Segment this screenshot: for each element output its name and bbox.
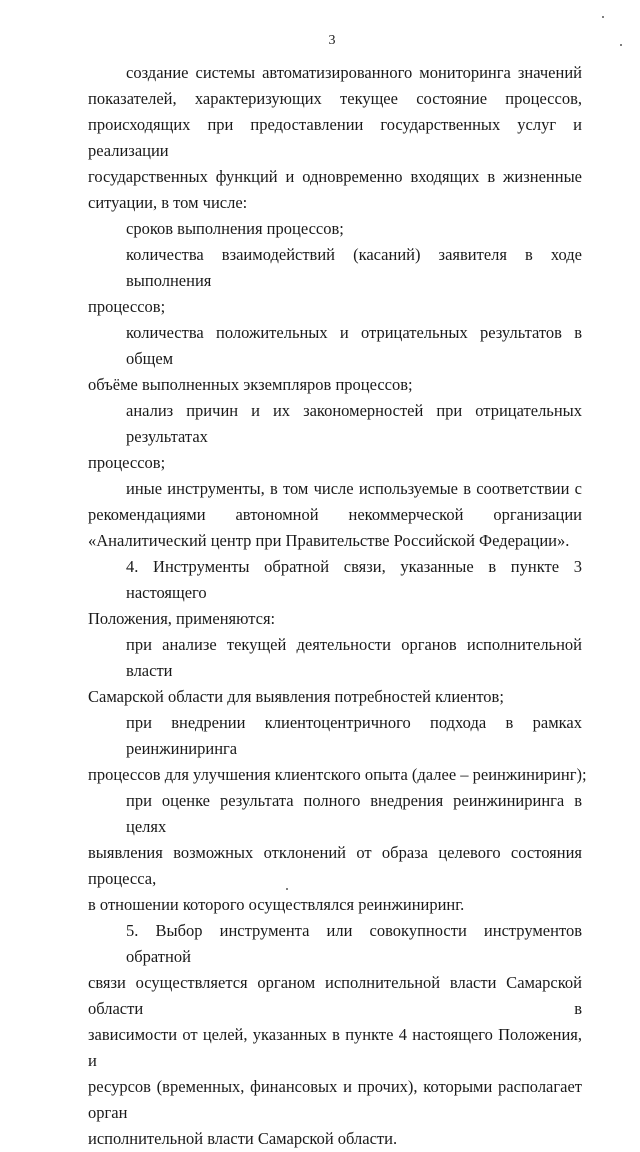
scan-speck — [620, 44, 622, 46]
text-line: процессов для улучшения клиентского опыта (далее – реинжиниринг); — [88, 765, 587, 784]
scan-speck — [286, 888, 288, 890]
text-line: Самарской области для выявления потребностей клиентов; — [88, 687, 504, 706]
text-line: количества взаимодействий (касаний) заявителя в ходе выполнения — [126, 245, 582, 290]
text-line: анализ причин и их закономерностей при отрицательных результатах — [126, 401, 582, 446]
text-line: государственных функций и одновременно входящих в жизненные — [88, 167, 582, 186]
text-line: связи осуществляется органом исполнительной власти Самарской области в — [88, 973, 582, 1018]
text-line: процессов; — [88, 297, 166, 316]
text-line: 4. Инструменты обратной связи, указанные в пункте 3 настоящего — [126, 557, 582, 602]
text-line: объёме выполненных экземпляров процессов; — [88, 375, 413, 394]
text-line: происходящих при предоставлении государственных услуг и реализации — [88, 115, 582, 160]
text-line: при внедрении клиентоцентричного подхода в рамках реинжиниринга — [126, 713, 582, 758]
text-line: Положения, применяются: — [88, 609, 276, 628]
page-number: 3 — [328, 33, 336, 48]
text-line: ситуации, в том числе: — [88, 193, 248, 212]
text-line: сроков выполнения процессов; — [126, 219, 344, 238]
text-line: создание системы автоматизированного мониторинга значений — [126, 63, 582, 82]
text-line: «Аналитический центр при Правительстве Российской Федерации». — [88, 531, 570, 550]
text-line: зависимости от целей, указанных в пункте 4 настоящего Положения, и — [88, 1025, 582, 1070]
text-line: количества положительных и отрицательных результатов в общем — [126, 323, 582, 368]
text-line: выявления возможных отклонений от образа целевого состояния процесса, — [88, 843, 582, 888]
text-line: иные инструменты, в том числе используемые в соответствии с — [126, 479, 582, 498]
text-line: при анализе текущей деятельности органов исполнительной власти — [126, 635, 582, 680]
document-body — [88, 60, 587, 1152]
text-line: 5. Выбор инструмента или совокупности инструментов обратной — [126, 921, 582, 966]
scan-speck — [602, 16, 604, 18]
text-line: в отношении которого осуществлялся реинжиниринг. — [88, 895, 465, 914]
text-line: показателей, характеризующих текущее состояние процессов, — [88, 89, 582, 108]
text-line: ресурсов (временных, финансовых и прочих), которыми располагает орган — [88, 1077, 582, 1122]
text-line: рекомендациями автономной некоммерческой организации — [88, 505, 582, 524]
text-line: процессов; — [88, 453, 166, 472]
text-line: при оценке результата полного внедрения реинжиниринга в целях — [126, 791, 582, 836]
text-line: исполнительной власти Самарской области. — [88, 1129, 398, 1148]
